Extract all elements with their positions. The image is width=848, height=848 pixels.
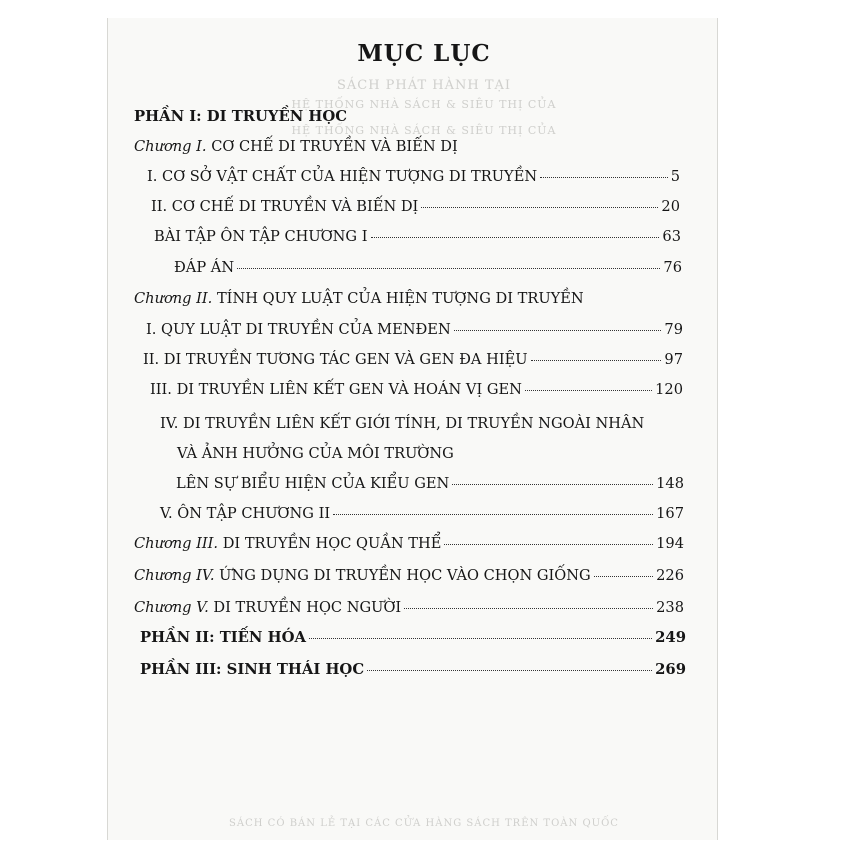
chapter-prefix: Chương V.: [134, 599, 209, 616]
leader-dots: [367, 670, 652, 671]
toc-section-1-4[interactable]: [174, 258, 682, 278]
toc-entry-label: V. ÔN TẬP CHƯƠNG II: [160, 505, 331, 522]
toc-section-1-3[interactable]: [154, 227, 681, 247]
toc-entry-label: I. CƠ SỞ VẬT CHẤT CỦA HIỆN TƯỢNG DI TRUYỀN: [147, 168, 538, 185]
page-number: 120: [655, 381, 683, 398]
page-number: 5: [670, 168, 680, 185]
page-number: 194: [656, 535, 684, 552]
chapter-prefix: Chương IV.: [134, 567, 215, 584]
toc-entry-label: DI TRUYỀN HỌC NGƯỜI: [213, 599, 402, 616]
toc-section-2-4-line-2[interactable]: VÀ ẢNH HƯỞNG CỦA MÔI TRƯỜNG: [177, 445, 454, 462]
toc-section-2-4-line-3[interactable]: [176, 474, 684, 494]
toc-part-3[interactable]: [140, 660, 686, 680]
toc-chapter-1[interactable]: [134, 137, 458, 157]
page-number: 79: [664, 321, 683, 338]
toc-section-2-2[interactable]: [143, 350, 683, 370]
toc-section-2-5[interactable]: [160, 504, 684, 524]
leader-dots: [333, 514, 653, 515]
toc-chapter-4[interactable]: [134, 566, 684, 586]
toc-entry-label: ĐÁP ÁN: [174, 259, 235, 276]
page-number: 148: [656, 475, 684, 492]
toc-chapter-5[interactable]: [134, 598, 684, 618]
toc-chapter-3[interactable]: [134, 534, 684, 554]
leader-dots: [404, 608, 653, 609]
page-number: 226: [656, 567, 684, 584]
page-number: 76: [663, 259, 682, 276]
toc-entry-label: II. CƠ CHẾ DI TRUYỀN VÀ BIẾN DỊ: [151, 198, 419, 215]
page-number: 20: [661, 198, 680, 215]
leader-dots: [421, 207, 658, 208]
toc-entry-label: LÊN SỰ BIỂU HIỆN CỦA KIỂU GEN: [176, 475, 450, 492]
page-number: 238: [656, 599, 684, 616]
toc-part-2[interactable]: [140, 628, 686, 648]
toc-entry-label: PHẦN I: DI TRUYỀN HỌC: [134, 108, 348, 125]
page-title: MỤC LỤC: [357, 40, 491, 67]
toc-chapter-2[interactable]: [134, 289, 584, 309]
chapter-prefix: Chương I.: [134, 138, 207, 155]
leader-dots: [454, 330, 662, 331]
show-through-text: HỆ THỐNG NHÀ SÁCH & SIÊU THỊ CỦA: [291, 124, 557, 137]
toc-entry-label: III. DI TRUYỀN LIÊN KẾT GEN VÀ HOÁN VỊ GEN: [150, 381, 522, 398]
toc-entry-label: II. DI TRUYỀN TƯƠNG TÁC GEN VÀ GEN ĐA HIỆU: [143, 351, 528, 368]
toc-section-2-3[interactable]: [150, 380, 683, 400]
leader-dots: [525, 390, 652, 391]
page-number: 167: [656, 505, 684, 522]
leader-dots: [237, 268, 660, 269]
leader-dots: [371, 237, 660, 238]
toc-entry-label: I. QUY LUẬT DI TRUYỀN CỦA MENĐEN: [146, 321, 451, 338]
toc-entry-label: CƠ CHẾ DI TRUYỀN VÀ BIẾN DỊ: [211, 138, 458, 155]
toc-part-1[interactable]: [134, 107, 347, 127]
leader-dots: [444, 544, 653, 545]
toc-entry-label: BÀI TẬP ÔN TẬP CHƯƠNG I: [154, 228, 368, 245]
chapter-prefix: Chương III.: [134, 535, 219, 552]
leader-dots: [531, 360, 662, 361]
toc-entry-label: DI TRUYỀN HỌC QUẦN THỂ: [222, 535, 442, 552]
toc-section-1-2[interactable]: [151, 197, 680, 217]
leader-dots: [540, 177, 668, 178]
show-through-text: SÁCH PHÁT HÀNH TẠI: [336, 78, 512, 93]
leader-dots: [452, 484, 653, 485]
show-through-text: HỆ THỐNG NHÀ SÁCH & SIÊU THỊ CỦA: [291, 98, 557, 111]
toc-section-2-4-line-1[interactable]: IV. DI TRUYỀN LIÊN KẾT GIỚI TÍNH, DI TRUYỀN NGOÀI NHÂN: [160, 415, 645, 432]
toc-section-2-1[interactable]: [146, 320, 683, 340]
page-number: 63: [662, 228, 681, 245]
toc-entry-label: ỨNG DỤNG DI TRUYỀN HỌC VÀO CHỌN GIỐNG: [219, 567, 591, 584]
leader-dots: [594, 576, 653, 577]
page-number: 97: [664, 351, 683, 368]
toc-entry-label: TÍNH QUY LUẬT CỦA HIỆN TƯỢNG DI TRUYỀN: [216, 290, 584, 307]
page-number: 269: [655, 661, 686, 678]
leader-dots: [309, 638, 652, 639]
chapter-prefix: Chương II.: [134, 290, 213, 307]
page-number: 249: [655, 629, 686, 646]
toc-entry-label: PHẦN II: TIẾN HÓA: [140, 629, 306, 646]
show-through-text: SÁCH CÓ BÁN LẺ TẠI CÁC CỬA HÀNG SÁCH TRÊN TOÀN QUỐC: [229, 818, 619, 829]
toc-entry-label: PHẦN III: SINH THÁI HỌC: [140, 661, 365, 678]
toc-section-1-1[interactable]: [147, 167, 680, 187]
